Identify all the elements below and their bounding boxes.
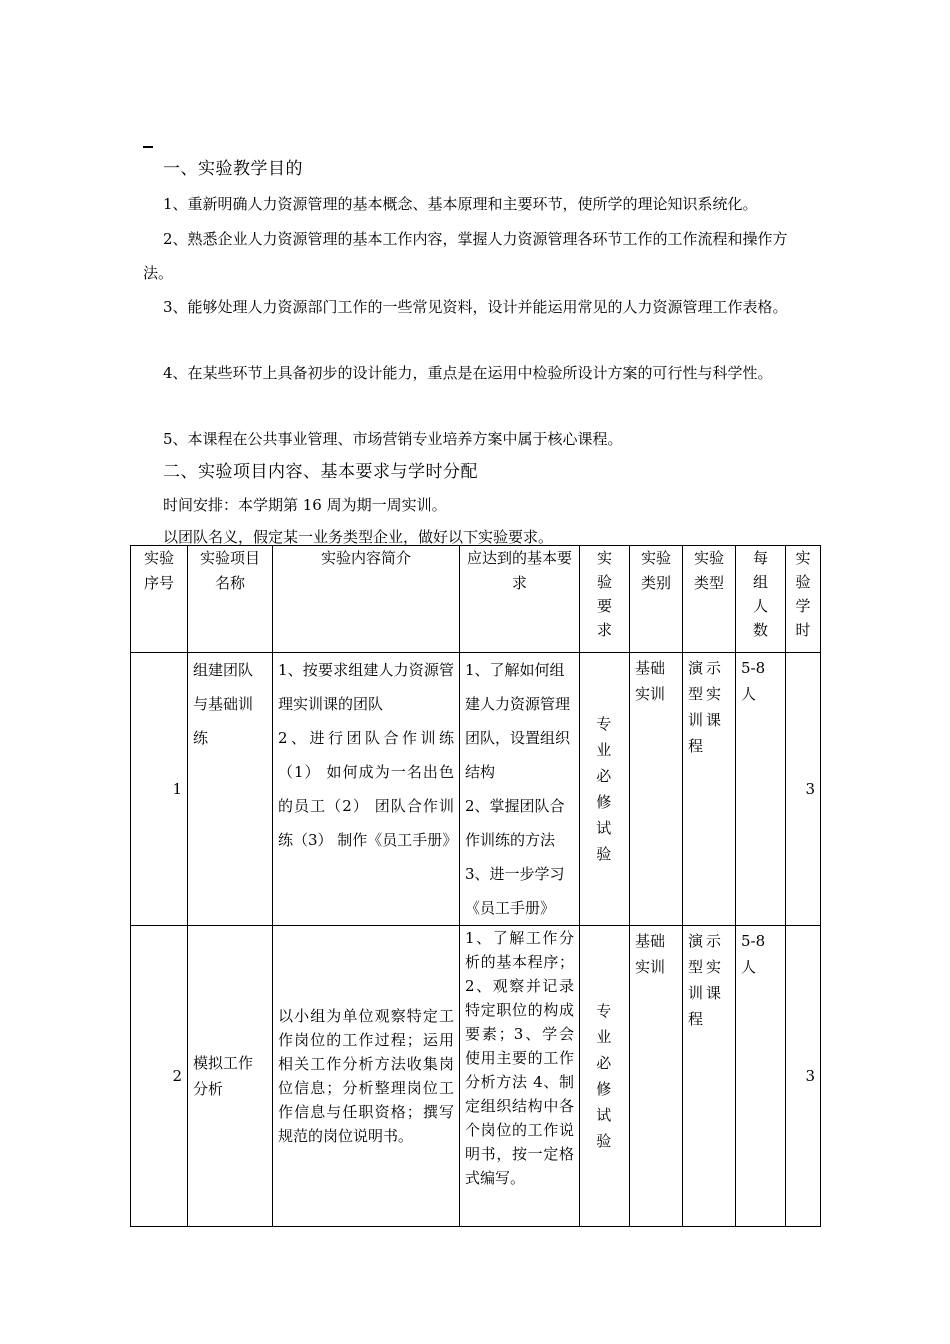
row2-req: 专业必修试验 — [596, 1002, 612, 1150]
row1-req: 专业必修试验 — [596, 715, 612, 863]
row1-basic-req: 1、了解如何组建人力资源管理团队，设置组织结构 2、掌握团队合作训练的方法 3、进一步学习《员工手册》 — [460, 653, 580, 926]
section1-heading: 一、实验教学目的 — [163, 159, 303, 179]
header-hours: 实验学时 — [795, 549, 811, 639]
header-group-size: 每组人数 — [752, 549, 768, 639]
row1-name: 组建团队与基础训练 — [188, 653, 273, 926]
row1-group-size: 5-8人 — [736, 653, 786, 926]
table-header-row — [131, 546, 821, 653]
row1-hours: 3 — [786, 653, 821, 926]
row2-seq: 2 — [131, 926, 188, 1227]
row2-group-size: 5-8人 — [736, 926, 786, 1227]
team-note: 以团队名义，假定某一业务类型企业，做好以下实验要求。 — [163, 528, 554, 546]
section2-heading: 二、实验项目内容、基本要求与学时分配 — [163, 462, 478, 482]
row2-hours: 3 — [786, 926, 821, 1227]
objective-item-3: 3、能够处理人力资源部门工作的一些常见资料，设计并能运用常见的人力资源管理工作表格。 — [163, 298, 788, 316]
time-note: 时间安排：本学期第 16 周为期一周实训。 — [163, 496, 447, 514]
row1-seq: 1 — [131, 653, 188, 926]
row2-name: 模拟工作分析 — [188, 926, 273, 1227]
header-req: 实验要求 — [596, 549, 612, 639]
experiment-table — [130, 545, 821, 1227]
row2-type: 演示型实训课程 — [683, 926, 736, 1227]
top-dash-mark — [143, 146, 153, 148]
header-category: 实验类别 — [630, 546, 683, 653]
objective-item-4: 4、在某些环节上具备初步的设计能力，重点是在运用中检验所设计方案的可行性与科学性。 — [163, 364, 773, 382]
header-type: 实验类型 — [683, 546, 736, 653]
header-content: 实验内容简介 — [273, 546, 460, 653]
row1-category: 基础实训 — [630, 653, 683, 926]
objective-item-5: 5、本课程在公共事业管理、市场营销专业培养方案中属于核心课程。 — [163, 430, 623, 448]
objective-item-2: 2、熟悉企业人力资源管理的基本工作内容，掌握人力资源管理各环节工作的工作流程和操作方法。 — [143, 230, 788, 282]
row2-content: 以小组为单位观察特定工作岗位的工作过程；运用相关工作分析方法收集岗位信息；分析整理岗位工作信息与任职资格；撰写规范的岗位说明书。 — [273, 926, 460, 1227]
header-seq: 实验序号 — [131, 546, 188, 653]
row1-type: 演示型实训课程 — [683, 653, 736, 926]
objective-item-1: 1、重新明确人力资源管理的基本概念、基本原理和主要环节，使所学的理论知识系统化。 — [163, 195, 758, 213]
table-row — [131, 653, 821, 926]
row2-category: 基础实训 — [630, 926, 683, 1227]
header-name: 实验项目名称 — [188, 546, 273, 653]
row2-basic-req: 1、了解工作分析的基本程序；2、观察并记录特定职位的构成要素；3、学会使用主要的工作分析方法 4、制定组织结构中各个岗位的工作说明书，按一定格式编写。 — [460, 926, 580, 1227]
row1-content: 1、按要求组建人力资源管理实训课的团队 2、进行团队合作训练（1） 如何成为一名出色的员工（2） 团队合作训练（3） 制作《员工手册》 — [273, 653, 460, 926]
table-row — [131, 926, 821, 1227]
header-basic-req: 应达到的基本要求 — [460, 546, 580, 653]
